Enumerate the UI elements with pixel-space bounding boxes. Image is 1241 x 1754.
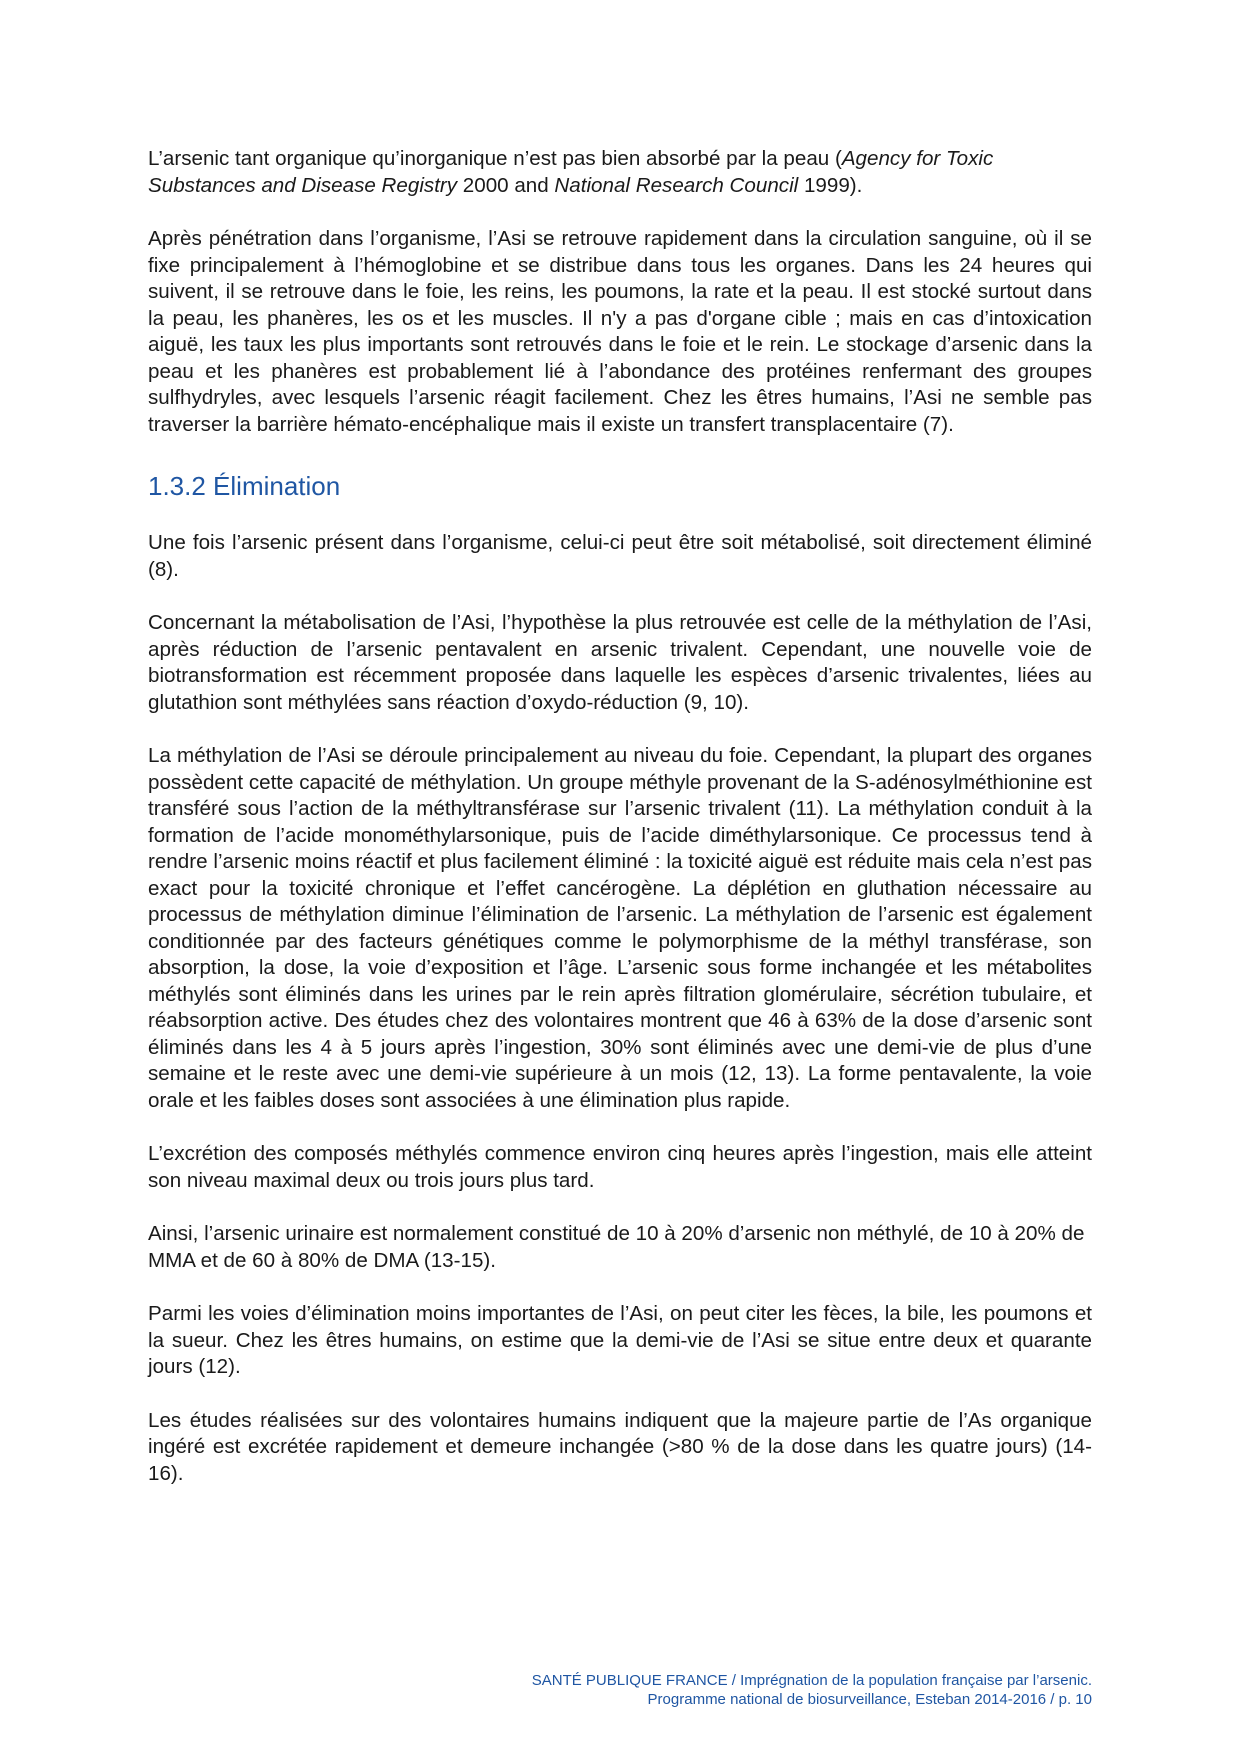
paragraph-text: 2000 and [457,173,555,197]
section-heading-elimination: 1.3.2 Élimination [148,471,341,501]
footer-line-title: SANTÉ PUBLIQUE FRANCE / Imprégnation de la population française par l’arsenic. [531,1672,1092,1689]
paragraph-skin-absorption [148,146,1092,199]
paragraph-minor-routes: Parmi les voies d’élimination moins importantes de l’Asi, on peut citer les fèces, la bile, les poumons et la sueur. Chez les êtres humains, on estime que la demi-vie de l’Asi se situe entre deux et quarante jours (12). [148,1302,1092,1378]
paragraph-methylation: La méthylation de l’Asi se déroule principalement au niveau du foie. Cependant, la plupart des organes possèdent cette capacité de méthylation. Un groupe méthyle provenant de la S-adénosylméthionine est transféré sous l’action de la méthyltransférase sur l’arsenic trivalent (11). La méthylation conduit à la formation de l’acide monométhylarsonique, puis de l’acide diméthylarsonique. Ce processus tend à rendre l’arsenic moins réactif et plus facilement éliminé : la toxicité aiguë est réduite mais cela n’est pas exact pour la toxicité chronique et l’effet cancérogène. La déplétion en gluthation nécessaire au processus de méthylation diminue l’élimination de l’arsenic. La méthylation de l’arsenic est également conditionnée par des facteurs génétiques comme le polymorphisme de la méthyl transférase, son absorption, la dose, la voie d’exposition et l’âge. L’arsenic sous forme inchangée et les métabolites méthylés sont éliminés dans les urines par le rein après filtration glomérulaire, sécrétion tubulaire, et réabsorption active. Des études chez des volontaires montrent que 46 à 63% de la dose d’arsenic sont éliminés dans les 4 à 5 jours après l’ingestion, 30% sont éliminés avec une demi-vie de plus d’une semaine et le reste avec une demi-vie supérieure à un mois (12, 13). La forme pentavalente, la voie orale et les faibles doses sont associées à une élimination plus rapide. [148,744,1092,1112]
paragraph-excretion: L’excrétion des composés méthylés commence environ cinq heures après l’ingestion, mais elle atteint son niveau maximal deux ou trois jours plus tard. [148,1142,1092,1192]
document-body [148,146,1092,1514]
paragraph-distribution: Après pénétration dans l’organisme, l’Asi se retrouve rapidement dans la circulation sanguine, où il se fixe principalement à l’hémoglobine et se distribue dans tous les organes. Dans les 24 heures qui suivent, il se retrouve dans le foie, les reins, les poumons, la rate et la peau. Il est stocké surtout dans la peau, les phanères, les os et les muscles. Il n'y a pas d'organe cible ; mais en cas d’intoxication aiguë, les taux les plus importants sont retrouvés dans le foie et le rein. Le stockage d’arsenic dans la peau et les phanères est probablement lié à l’abondance des protéines renfermant des groupes sulfhydryles, avec lesquels l’arsenic réagit facilement. Chez les êtres humains, l’Asi ne semble pas traverser la barrière hémato-encéphalique mais il existe un transfert transplacentaire (7). [148,227,1092,436]
paragraph-metabolisation: Concernant la métabolisation de l’Asi, l’hypothèse la plus retrouvée est celle de la méthylation de l’Asi, après réduction de l’arsenic pentavalent en arsenic trivalent. Cependant, une nouvelle voie de biotransformation est récemment proposée dans laquelle les espèces d’arsenic trivalentes, liées au glutathion sont méthylées sans réaction d’oxydo-réduction (9, 10). [148,611,1092,714]
paragraph-urinary-arsenic: Ainsi, l’arsenic urinaire est normalement constitué de 10 à 20% d’arsenic non méthylé, de 10 à 20% de MMA et de 60 à 80% de DMA (13-15). [148,1222,1085,1272]
paragraph-volunteer-studies: Les études réalisées sur des volontaires humains indiquent que la majeure partie de l’As organique ingéré est excrétée rapidement et demeure inchangée (>80 % de la dose dans les quatre jours) (14-16). [148,1408,1092,1485]
page-footer [532,1671,1092,1709]
citation-nrc: National Research Council [554,173,799,197]
paragraph-text: 1999). [798,173,863,197]
citation-atsdr: Agency for Toxic Substances and Disease Registry [148,147,994,197]
paragraph-text: L’arsenic tant organique qu’inorganique n’est pas bien absorbé par la peau ( [148,147,842,170]
paragraph-elimination-intro: Une fois l’arsenic présent dans l’organisme, celui-ci peut être soit métabolisé, soit directement éliminé (8). [148,531,1092,581]
footer-line-programme: Programme national de biosurveillance, Esteban 2014-2016 / p. 10 [647,1691,1092,1708]
